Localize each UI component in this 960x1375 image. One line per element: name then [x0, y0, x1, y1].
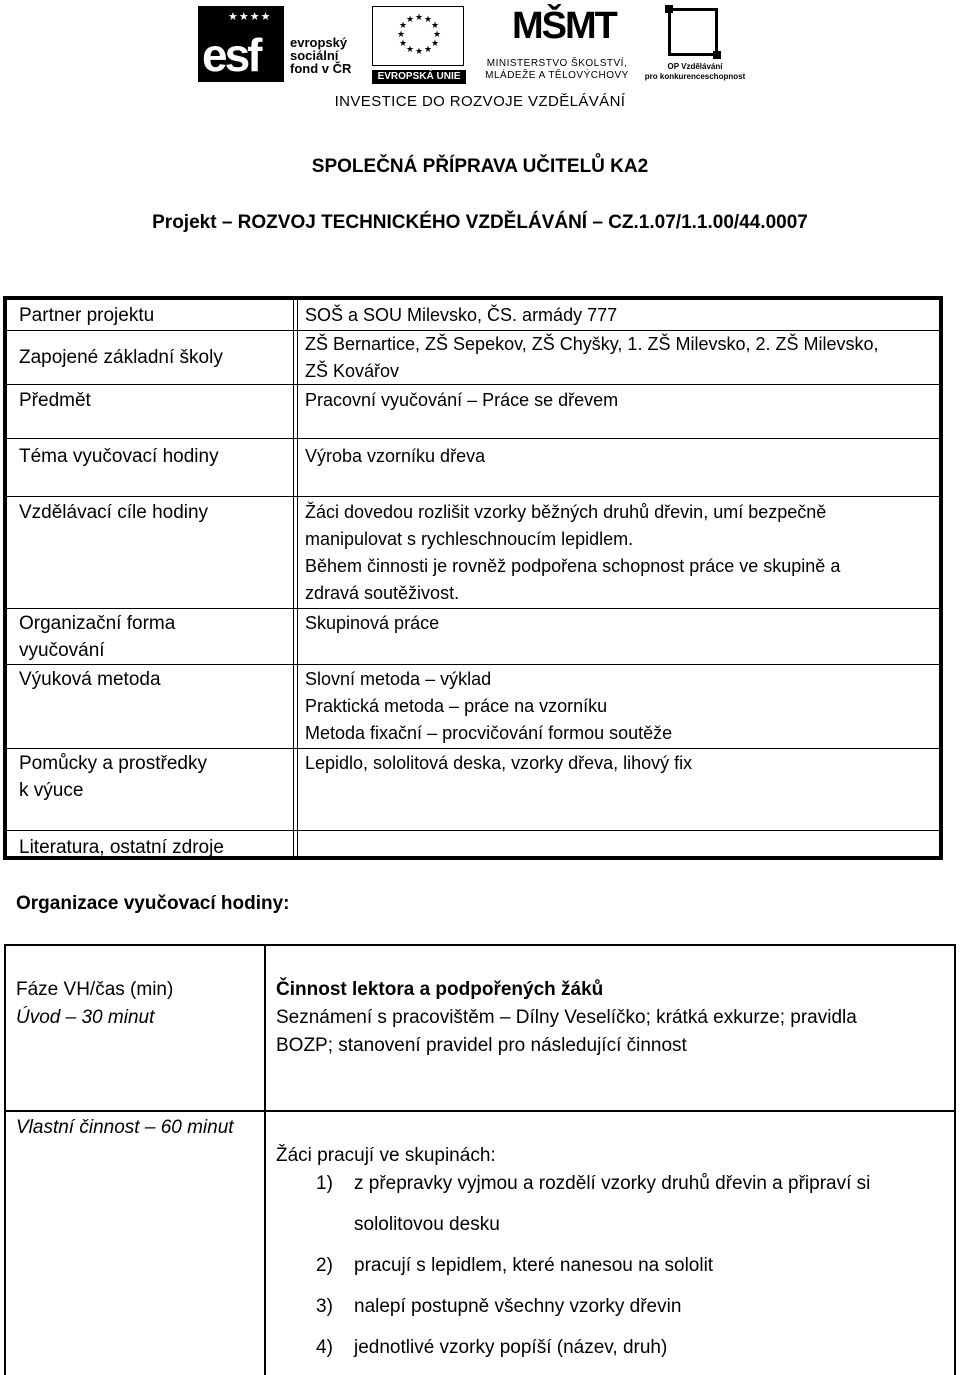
svg-text:★: ★ — [432, 30, 442, 40]
op-logo-icon — [668, 8, 718, 56]
phase-column-header: Fáze VH/čas (min) — [16, 979, 174, 1000]
step-number: 3) — [316, 1296, 333, 1317]
table-row-divider — [7, 664, 939, 665]
phase-main-intro: Žáci pracují ve skupinách: — [276, 1145, 496, 1166]
method-value-line: Praktická metoda – práce na vzorníku — [305, 696, 608, 716]
svg-text:★: ★ — [396, 30, 406, 40]
schools-label: Zapojené základní školy — [19, 347, 223, 368]
schools-value-line: ZŠ Kovářov — [305, 361, 400, 381]
schools-value — [305, 331, 937, 385]
info-table — [3, 296, 943, 860]
list-item — [276, 1293, 936, 1334]
organization-heading: Organizace vyučovací hodiny: — [16, 893, 290, 914]
topic-value: Výroba vzorníku dřeva — [305, 446, 486, 466]
phase-table — [4, 944, 956, 1375]
svg-text:★: ★ — [405, 15, 415, 25]
eu-logo — [372, 6, 466, 84]
aids-label-line: k výuce — [19, 780, 84, 801]
partner-value: SOŠ a SOU Milevsko, ČS. armády 777 — [305, 305, 618, 325]
svg-text:★: ★ — [414, 13, 424, 23]
subject-label: Předmět — [19, 390, 91, 411]
op-logo — [640, 4, 750, 84]
form-label-line: vyučování — [19, 640, 105, 661]
esf-logo-caption — [290, 36, 351, 75]
form-label-line: Organizační forma — [19, 613, 176, 634]
list-item — [276, 1334, 936, 1375]
method-label: Výuková metoda — [19, 669, 161, 690]
activity-column-header: Činnost lektora a podpořených žáků — [276, 979, 604, 1000]
msmt-logo-mark: MŠMT — [512, 5, 616, 47]
method-value-line: Slovní metoda – výklad — [305, 669, 492, 689]
partner-label: Partner projektu — [19, 305, 155, 326]
esf-caption-line: evropský — [290, 35, 348, 50]
esf-logo — [198, 6, 364, 82]
table-row-divider — [7, 438, 939, 439]
eu-flag-icon — [372, 6, 464, 66]
step-text: pracují s lepidlem, které nanesou na sololit — [354, 1255, 714, 1276]
esf-caption-line: sociální — [290, 48, 339, 63]
aids-value: Lepidlo, sololitová deska, vzorky dřeva, lihový fix — [305, 753, 693, 773]
op-caption-line: pro konkurenceschopnost — [644, 72, 746, 81]
svg-text:★: ★ — [405, 45, 415, 55]
form-value: Skupinová práce — [305, 613, 440, 633]
op-caption-line: OP Vzdělávání — [667, 62, 723, 71]
step-number: 4) — [316, 1337, 333, 1358]
phase-intro-activity — [276, 1004, 857, 1060]
svg-text:★: ★ — [423, 45, 433, 55]
project-subtitle: Projekt – ROZVOJ TECHNICKÉHO VZDĚLÁVÁNÍ – CZ.1.07/1.1.00/44.0007 — [152, 212, 808, 233]
investice-tagline: INVESTICE DO ROZVOJE VZDĚLÁVÁNÍ — [334, 93, 626, 110]
step-text: nalepí postupně všechny vzorky dřevin — [354, 1296, 682, 1317]
phase-main: Vlastní činnost – 60 minut — [16, 1117, 234, 1138]
table-row-divider — [7, 830, 939, 831]
goals-label: Vzdělávací cíle hodiny — [19, 502, 209, 523]
goals-value-line: Žáci dovedou rozlišit vzorky běžných druhů dřevin, umí bezpečně — [305, 502, 827, 522]
svg-text:★: ★ — [414, 47, 424, 57]
eu-logo-caption: EVROPSKÁ UNIE — [372, 70, 466, 84]
svg-text:★: ★ — [423, 15, 433, 25]
svg-text:★: ★ — [430, 39, 440, 49]
aids-label-line: Pomůcky a prostředky — [19, 753, 207, 774]
esf-logo-mark — [198, 6, 284, 82]
activity-steps — [276, 1170, 936, 1375]
star-icon: ★★★★ — [228, 11, 272, 23]
activity-line: Seznámení s pracovištěm – Dílny Veselíčko; krátká exkurze; pravidla — [276, 1007, 857, 1028]
svg-text:★: ★ — [398, 21, 408, 31]
msmt-logo — [472, 6, 642, 82]
schools-value-line: ZŠ Bernartice, ZŠ Sepekov, ZŠ Chyšky, 1. ZŠ Milevsko, 2. ZŠ Milevsko, — [305, 334, 879, 354]
goals-value — [305, 499, 937, 607]
svg-text:★: ★ — [398, 39, 408, 49]
table-divider — [264, 946, 266, 1375]
msmt-caption-line: MLÁDEŽE A TĚLOVÝCHOVY — [485, 70, 629, 81]
literature-label: Literatura, ostatní zdroje — [19, 837, 224, 858]
step-number: 1) — [316, 1173, 333, 1194]
topic-label: Téma vyučovací hodiny — [19, 446, 219, 467]
subject-value: Pracovní vyučování – Práce se dřevem — [305, 390, 619, 410]
form-label — [19, 610, 175, 664]
svg-text:★: ★ — [430, 21, 440, 31]
document-title: SPOLEČNÁ PŘÍPRAVA UČITELŮ KA2 — [311, 156, 649, 177]
step-text: sololitovou desku — [354, 1214, 500, 1235]
goals-value-line: Během činnosti je rovněž podpořena schopnost práce ve skupině a — [305, 556, 841, 576]
msmt-logo-caption — [472, 58, 642, 82]
esf-caption-line: fond v ČR — [290, 61, 352, 76]
table-row-divider — [7, 748, 939, 749]
phase-intro: Úvod – 30 minut — [16, 1007, 155, 1028]
goals-value-line: zdravá soutěživost. — [305, 583, 460, 603]
method-value-line: Metoda fixační – procvičování formou soutěže — [305, 723, 673, 743]
activity-line: BOZP; stanovení pravidel pro následující činnost — [276, 1035, 687, 1056]
table-row-divider — [7, 608, 939, 609]
op-logo-caption — [640, 62, 750, 82]
goals-value-line: manipulovat s rychleschnoucím lepidlem. — [305, 529, 634, 549]
step-text: z přepravky vyjmou a rozdělí vzorky druhů dřevin a připraví si — [354, 1173, 871, 1194]
step-text: jednotlivé vzorky popíší (název, druh) — [354, 1337, 668, 1358]
table-row-divider — [7, 496, 939, 497]
esf-logo-text: esf — [202, 29, 260, 81]
msmt-caption-line: MINISTERSTVO ŠKOLSTVÍ, — [486, 58, 628, 69]
aids-label — [19, 750, 207, 804]
list-item — [276, 1170, 936, 1252]
list-item — [276, 1252, 936, 1293]
step-number: 2) — [316, 1255, 333, 1276]
method-value — [305, 666, 937, 747]
table-row-divider — [6, 1110, 954, 1112]
